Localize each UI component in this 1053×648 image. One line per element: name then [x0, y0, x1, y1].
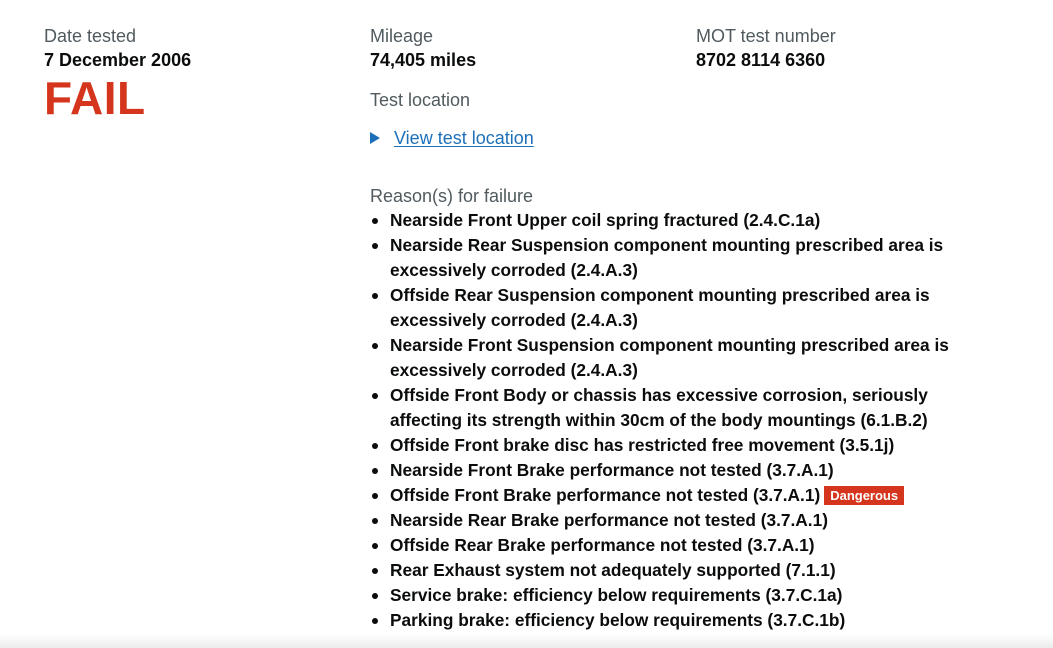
reasons-for-failure-label: Reason(s) for failure [370, 186, 534, 206]
dangerous-tag: Dangerous [824, 486, 904, 505]
disclosure-triangle-icon [370, 132, 380, 144]
list-item [370, 233, 980, 283]
reason-text: Offside Front Body or chassis has excessive corrosion, seriously affecting its strength within 30cm of the body mountings (6.1.B.2) [390, 385, 928, 430]
reason-text: Offside Rear Suspension component mounting prescribed area is excessively corroded (2.4.A.3) [390, 285, 930, 330]
bullet-icon [372, 618, 378, 624]
details-column [370, 24, 1010, 633]
bullet-icon [372, 493, 378, 499]
mot-test-number-label: MOT test number [696, 26, 836, 46]
reason-text: Service brake: efficiency below requirements (3.7.C.1a) [390, 585, 843, 605]
reason-text: Nearside Rear Suspension component mounting prescribed area is excessively corroded (2.4.A.3) [390, 235, 944, 280]
reasons-for-failure-list [370, 208, 980, 633]
reason-text: Nearside Front Brake performance not tested (3.7.A.1) [390, 460, 834, 480]
bullet-icon [372, 593, 378, 599]
bullet-icon [372, 343, 378, 349]
bullet-icon [372, 568, 378, 574]
test-location-label: Test location [370, 90, 471, 110]
list-item [370, 533, 980, 558]
list-item [370, 333, 980, 383]
date-column [44, 24, 344, 122]
bottom-fade [0, 634, 1053, 648]
reason-text: Nearside Front Upper coil spring fractured (2.4.C.1a) [390, 210, 821, 230]
list-item [370, 608, 980, 633]
mileage-value: 74,405 miles [370, 50, 477, 70]
view-test-location-toggle[interactable] [370, 126, 1010, 150]
date-tested-value: 7 December 2006 [44, 50, 192, 70]
list-item [370, 383, 980, 433]
reason-text: Offside Rear Brake performance not tested (3.7.A.1) [390, 535, 815, 555]
bullet-icon [372, 468, 378, 474]
reason-text: Nearside Front Suspension component mounting prescribed area is excessively corroded (2.4.A.3) [390, 335, 949, 380]
test-number-column [696, 24, 1036, 72]
mot-test-number-value: 8702 8114 6360 [696, 50, 826, 70]
reason-text: Offside Front Brake performance not tested (3.7.A.1) [390, 485, 821, 505]
bullet-icon [372, 243, 378, 249]
mileage-label: Mileage [370, 26, 434, 46]
date-tested-label: Date tested [44, 26, 137, 46]
reason-text: Offside Front brake disc has restricted free movement (3.5.1j) [390, 435, 895, 455]
list-item [370, 433, 980, 458]
list-item [370, 483, 980, 508]
bullet-icon [372, 218, 378, 224]
list-item [370, 558, 980, 583]
list-item [370, 458, 980, 483]
list-item [370, 208, 980, 233]
bullet-icon [372, 293, 378, 299]
bullet-icon [372, 393, 378, 399]
reason-text: Parking brake: efficiency below requirements (3.7.C.1b) [390, 610, 846, 630]
reason-text: Nearside Rear Brake performance not tested (3.7.A.1) [390, 510, 828, 530]
bullet-icon [372, 543, 378, 549]
bullet-icon [372, 518, 378, 524]
list-item [370, 583, 980, 608]
bullet-icon [372, 443, 378, 449]
list-item [370, 508, 980, 533]
test-result-status: FAIL [44, 72, 146, 124]
list-item [370, 283, 980, 333]
reason-text: Rear Exhaust system not adequately supported (7.1.1) [390, 560, 836, 580]
view-test-location-link[interactable]: View test location [394, 128, 534, 148]
